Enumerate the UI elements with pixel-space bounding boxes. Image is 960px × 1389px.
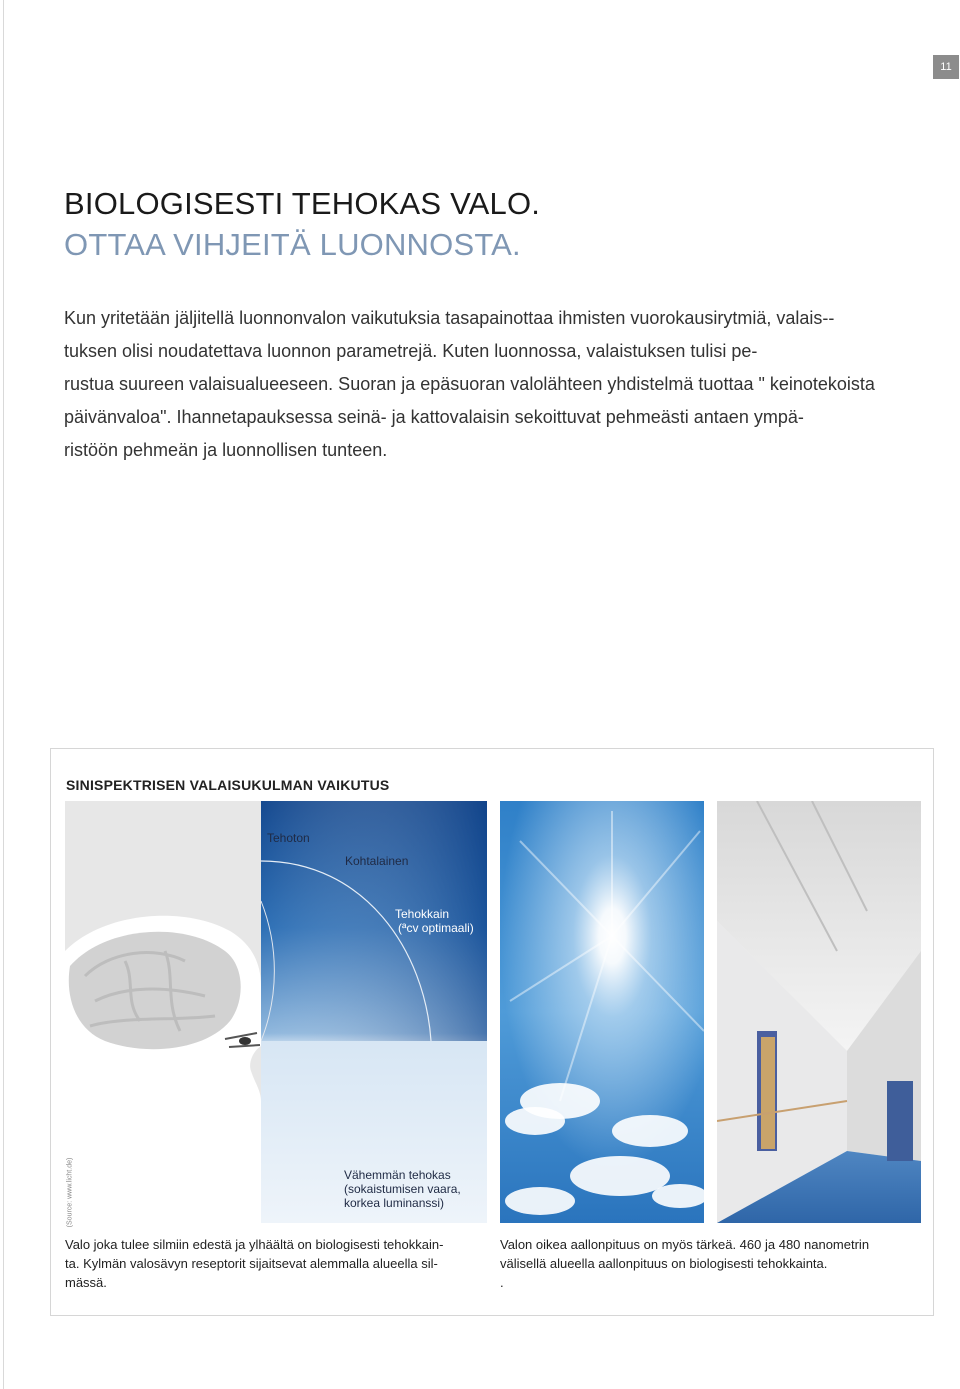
intro-line: rustua suureen valaisualueeseen. Suoran ja epäsuoran valolähteen yhdistelmä tuottaa " keinotekoista <box>64 374 875 394</box>
intro-line: Kun yritetään jäljitellä luonnonvalon vaikutuksia tasapainottaa ihmisten vuorokausirytmiä, valais-- <box>64 308 835 328</box>
label-less-effective-line: (sokaistumisen vaara, <box>344 1182 461 1196</box>
sky-photo-graphic <box>500 801 704 1223</box>
head-light-angle-diagram <box>65 801 487 1228</box>
page-edge-line <box>3 0 4 1389</box>
label-moderate: Kohtalainen <box>345 854 409 868</box>
intro-line: tuksen olisi noudatettava luonnon parametrejä. Kuten luonnossa, valaistuksen tulisi pe- <box>64 341 758 361</box>
label-less-effective <box>344 1168 484 1210</box>
corridor-photo <box>717 801 921 1223</box>
page-title <box>64 183 540 265</box>
caption-right-line: Valon oikea aallonpituus on myös tärkeä. 460 ja 480 nanometrin <box>500 1237 870 1252</box>
caption-left-line: mässä. <box>65 1275 107 1290</box>
sky-photo <box>500 801 704 1223</box>
diagram-graphic <box>65 801 487 1223</box>
caption-left-line: Valo joka tulee silmiin edestä ja ylhäältä on biologisesti tehokkain- <box>65 1237 444 1252</box>
wooden-door <box>761 1037 775 1149</box>
source-credit: (Source: www.licht.de) <box>66 1157 74 1228</box>
label-less-effective-line: Vähemmän tehokas <box>344 1168 451 1182</box>
intro-line: päivänvaloa". Ihannetapauksessa seinä- ja kattovalaisin sekoittuvat pehmeästi antaen ympä- <box>64 407 804 427</box>
eye-icon <box>239 1037 251 1045</box>
caption-right-line: välisellä alueella aallonpituus on biologisesti tehokkainta. <box>500 1256 828 1271</box>
page-number: 11 <box>933 55 959 79</box>
info-panel <box>50 748 934 1316</box>
title-line-2: OTTAA VIHJEITÄ LUONNOSTA. <box>64 227 521 262</box>
corridor-photo-graphic <box>717 801 921 1223</box>
label-ineffective: Tehoton <box>267 831 310 845</box>
label-optimal: (ªcv optimaali) <box>398 921 474 935</box>
caption-right-line: . <box>500 1275 504 1290</box>
panel-title: SINISPEKTRISEN VALAISUKULMAN VAIKUTUS <box>66 777 390 793</box>
end-door <box>887 1081 913 1161</box>
caption-right <box>500 1235 920 1292</box>
intro-paragraph <box>64 302 906 467</box>
title-line-1: BIOLOGISESTI TEHOKAS VALO. <box>64 186 541 221</box>
caption-left-line: ta. Kylmän valosävyn reseptorit sijaitsevat alemmalla alueella sil- <box>65 1256 438 1271</box>
caption-left <box>65 1235 485 1292</box>
label-most-effective: Tehokkain <box>395 907 450 921</box>
label-less-effective-line: korkea luminanssi) <box>344 1196 445 1210</box>
intro-line: ristöön pehmeän ja luonnollisen tunteen. <box>64 440 388 460</box>
